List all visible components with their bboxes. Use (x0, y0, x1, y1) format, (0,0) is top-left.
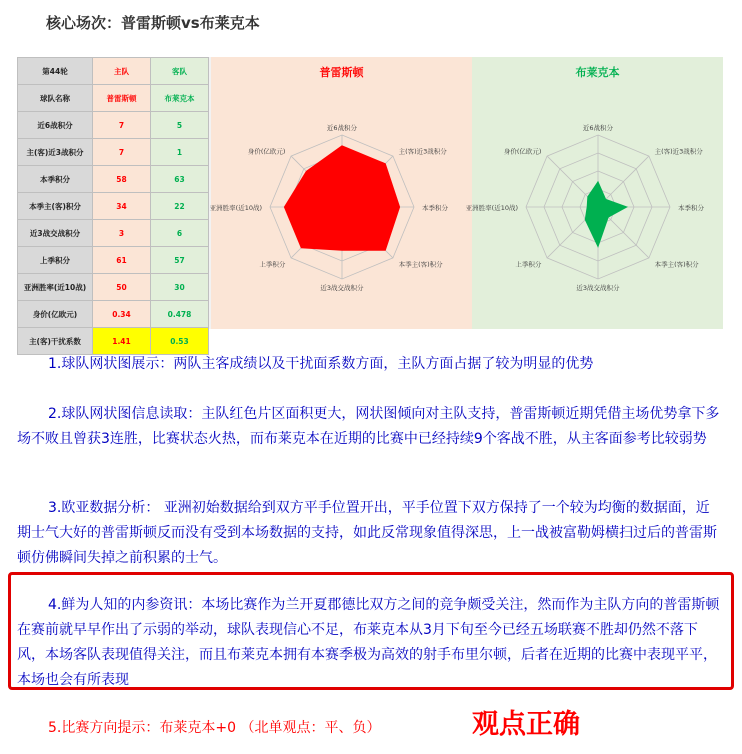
row-label: 近6战积分 (18, 112, 93, 139)
radar-series-area (585, 182, 627, 247)
radar-axis-label: 本季主(客)积分 (398, 260, 443, 269)
table-row (18, 166, 209, 193)
table-row (18, 112, 209, 139)
away-value: 5 (151, 112, 209, 139)
away-value: 1 (151, 139, 209, 166)
radar-axis-label: 亚洲胜率(近10战) (209, 204, 262, 212)
radar-axis-label: 近3战交战积分 (576, 284, 620, 292)
radar-axis-label: 上季积分 (515, 260, 542, 269)
row-label: 球队名称 (18, 85, 93, 112)
home-value: 0.34 (93, 301, 151, 328)
analysis-paragraph-2 (17, 402, 723, 452)
home-value: 61 (93, 247, 151, 274)
table-row (18, 247, 209, 274)
verdict-stamp: 观点正确 (472, 709, 580, 740)
radar-axis-label: 本季主(客)积分 (654, 260, 699, 269)
analysis-text-3: 3.欧亚数据分析： 亚洲初始数据给到双方平手位置开出，平手位置下双方保持了一个较为均衡的数据面，近期士气大好的普雷斯顿反而没有受到本场数据的支持，如此反常现象值得深思，上一战被富勒姆横扫过后的普雷斯顿仿佛瞬间失掉之前积累的士气。 (17, 500, 717, 566)
table-row (18, 220, 209, 247)
row-label: 亚洲胜率(近10战) (18, 274, 93, 301)
radar-axis-label: 身价(亿欧元) (247, 147, 286, 156)
radar-axis-label: 上季积分 (259, 260, 286, 269)
radar-axis-label: 亚洲胜率(近10战) (465, 204, 518, 212)
radar-axis-label: 本季积分 (678, 204, 704, 212)
page-title: 核心场次：普雷斯顿vs布莱克本 (46, 14, 260, 32)
row-label: 近3战交战积分 (18, 220, 93, 247)
home-value: 58 (93, 166, 151, 193)
direction-tip: 5.比赛方向提示：布莱克本+0 （北单观点：平、负） (48, 720, 381, 736)
table-row (18, 328, 209, 355)
radar-axis-label: 近3战交战积分 (320, 284, 364, 292)
row-label: 身价(亿欧元) (18, 301, 93, 328)
home-value: 50 (93, 274, 151, 301)
home-radar-panel (211, 57, 472, 329)
away-value: 22 (151, 193, 209, 220)
analysis-paragraph-1 (17, 352, 723, 377)
away-value: 6 (151, 220, 209, 247)
table-row (18, 301, 209, 328)
home-value: 普雷斯顿 (93, 85, 151, 112)
row-label: 主(客)近3战积分 (18, 139, 93, 166)
radar-axis-label: 主(客)近3战积分 (654, 147, 703, 156)
table-row (18, 139, 209, 166)
home-value: 7 (93, 139, 151, 166)
radar-axis-label: 主(客)近3战积分 (398, 147, 447, 156)
radar-axis-label: 近6战积分 (582, 124, 614, 132)
radar-axis-label: 身价(亿欧元) (503, 147, 542, 156)
table-row (18, 85, 209, 112)
analysis-text-2: 2.球队网状图信息读取：主队红色片区面积更大，网状图倾向对主队支持，普雷斯顿近期凭借主场优势拿下多场不败且曾获3连胜，比赛状态火热，而布莱克本在近期的比赛中已经持续9个客战不胜，从主客面参考比较弱势 (17, 406, 720, 447)
analysis-paragraph-4 (17, 593, 723, 693)
away-radar-title: 布莱克本 (575, 66, 620, 79)
radar-axis-label: 本季积分 (422, 204, 448, 212)
row-label: 本季主(客)积分 (18, 193, 93, 220)
away-radar-chart (465, 57, 723, 329)
home-header: 主队 (93, 58, 151, 85)
stats-table (17, 57, 209, 355)
away-value: 57 (151, 247, 209, 274)
home-value: 3 (93, 220, 151, 247)
analysis-text-1: 1.球队网状图展示：两队主客成绩以及干扰面系数方面，主队方面占据了较为明显的优势 (48, 356, 594, 372)
radar-axis-label: 近6战积分 (326, 124, 358, 132)
away-header: 客队 (151, 58, 209, 85)
row-label: 主(客)干扰系数 (18, 328, 93, 355)
away-value: 布莱克本 (151, 85, 209, 112)
home-radar-title: 普雷斯顿 (319, 66, 364, 79)
home-value: 7 (93, 112, 151, 139)
away-value: 0.53 (151, 328, 209, 355)
away-value: 30 (151, 274, 209, 301)
away-value: 63 (151, 166, 209, 193)
away-value: 0.478 (151, 301, 209, 328)
radar-series-area (284, 146, 399, 250)
round-label: 第44轮 (18, 58, 93, 85)
table-row (18, 274, 209, 301)
table-header-row (18, 58, 209, 85)
analysis-paragraph-3 (17, 496, 723, 571)
row-label: 上季积分 (18, 247, 93, 274)
home-value: 1.41 (93, 328, 151, 355)
analysis-text-4: 4.鲜为人知的内参资讯：本场比赛作为兰开夏郡德比双方之间的竞争颇受关注，然而作为主队方向的普雷斯顿在赛前就早早作出了示弱的举动，球队表现信心不足，布莱克本从3月下旬至今已经五场联赛不胜却仍然不落下风，本场客队表现值得关注，而且布莱克本拥有本赛季极为高效的射手布里尔顿，后者在近期的比赛中表现平平，本场也会有所表现 (17, 597, 720, 688)
row-label: 本季积分 (18, 166, 93, 193)
away-radar-panel (465, 57, 723, 329)
table-row (18, 193, 209, 220)
home-radar-chart (211, 57, 472, 329)
home-value: 34 (93, 193, 151, 220)
